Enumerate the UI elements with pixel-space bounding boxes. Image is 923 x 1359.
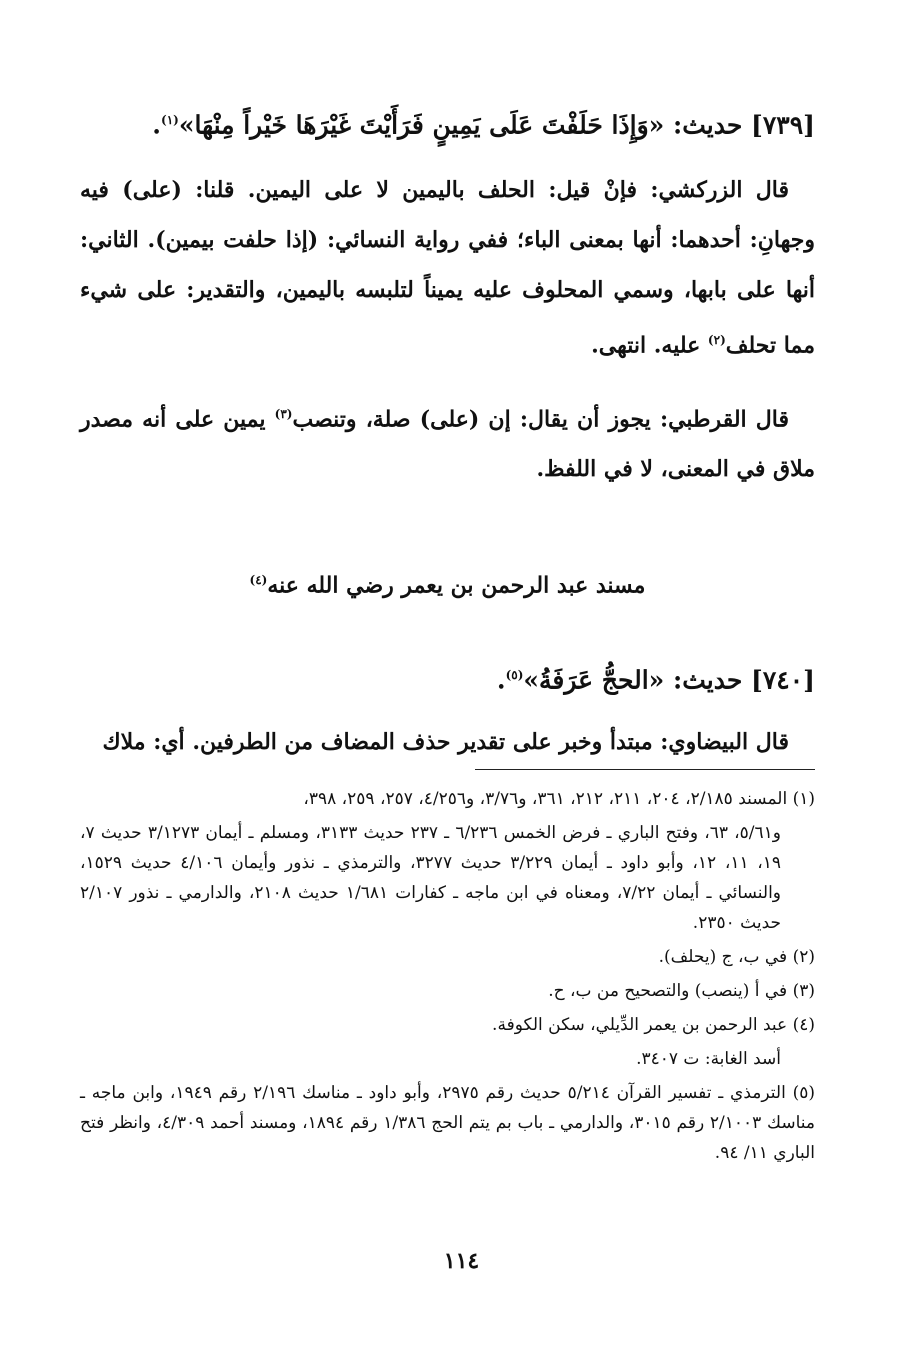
- hadith-739-heading: [80, 98, 815, 147]
- hadith-740-heading: [80, 653, 815, 702]
- paragraph-zarkashi: [80, 165, 815, 370]
- footnote-divider: [475, 769, 815, 770]
- paragraph-baydawi: [80, 717, 815, 767]
- page-number: ١١٤: [443, 1248, 480, 1274]
- paragraph-text: قال البيضاوي: مبتدأ وخبر على تقدير حذف المضاف من الطرفين. أي: ملاك: [102, 728, 789, 755]
- footnote-5: (٥) الترمذي ـ تفسير القرآن ٥/٢١٤ حديث رقم ٢٩٧٥، وأبو داود ـ مناسك ٢/١٩٦ رقم ١٩٤٩، وابن ماجه ـ مناسك ٢/١٠٠٣ رقم ٣٠١٥، والدارمي ـ باب بم يتم الحج ١/٣٨٦ رقم ١٨٩٤، ومسند أحمد ٤/٣٠٩، وانظر فتح الباري ١١/ ٩٤.: [80, 1082, 816, 1163]
- hadith-number: [٧٤٠]: [751, 665, 815, 695]
- hadith-text: «وَإِذَا حَلَفْتَ عَلَى يَمِينٍ فَرَأَيْتَ غَيْرَهَا خَيْراً مِنْهَا»: [178, 110, 665, 140]
- footnote-ref: (٥): [505, 668, 524, 683]
- footnote-ref: (٤): [249, 572, 268, 587]
- hadith-number: [٧٣٩]: [751, 110, 815, 140]
- paragraph-text: قال القرطبي: يجوز أن يقال: إن (على) صلة، وتنصب: [292, 405, 789, 432]
- paragraph-qurtubi: [80, 389, 815, 494]
- paragraph-text-end: يمين على أنه مصدر ملاق في المعنى، لا في اللفظ.: [80, 405, 815, 482]
- footnote-1: (١) المسند ٢/١٨٥، ٢٠٤، ٢١١، ٢١٢، ٣٦١، و٣/٧٦، و٤/٢٥٦، ٢٥٧، ٢٥٩، ٣٩٨،: [303, 788, 815, 809]
- hadith-text: «الحجُّ عَرَفَةُ»: [523, 665, 665, 695]
- hadith-label: حديث:: [672, 110, 743, 140]
- hadith-end: .: [152, 110, 161, 140]
- footnote-ref: (٣): [274, 406, 293, 421]
- section-title-text: مسند عبد الرحمن بن يعمر رضي الله عنه: [267, 572, 646, 599]
- footnote-4: (٤) عبد الرحمن بن يعمر الدِّيلي، سكن الكوفة.: [492, 1014, 815, 1035]
- section-title: [80, 560, 815, 605]
- paragraph-text-end: عليه. انتهى.: [591, 332, 708, 359]
- footnote-1-continued: و٥/٦١، ٦٣، وفتح الباري ـ فرض الخمس ٦/٢٣٦ ـ ٢٣٧ حديث ٣١٣٣، ومسلم ـ أيمان ٣/١٢٧٣ حديث ٧، ١٩، ١١، ١٢، وأبو داود ـ أيمان ٣/٢٢٩ حديث ٣٢٧٧، والترمذي ـ نذور وأيمان ٤/١٠٦ حديث ١٥٢٩، والنسائي ـ أيمان ٧/٢٢، ومعناه في ابن ماجه ـ كفارات ١/٦٨١ حديث ٢١٠٨، والدارمي ـ نذور ٢/١٠٧ حديث ٢٣٥٠.: [80, 822, 782, 933]
- footnote-2: (٢) في ب، ج (يحلف).: [658, 946, 815, 967]
- hadith-end: .: [496, 665, 506, 695]
- footnote-ref: (١): [161, 113, 179, 127]
- paragraph-text: قال الزركشي: فإنْ قيل: الحلف باليمين لا على اليمين. قلنا: (على) فيه وجهانِ: أحدهما: أنها بمعنى الباء؛ ففي رواية النسائي: (إذا حلفت بيمين). الثاني: أنها على بابها، وسمي المحلوف عليه يميناً لتلبسه باليمين، والتقدير: على شيء مما تحلف: [80, 177, 815, 359]
- footnote-3: (٣) في أ (ينصب) والتصحيح من ب، ح.: [548, 980, 815, 1001]
- footnotes: [80, 784, 815, 1168]
- hadith-label: حديث:: [672, 665, 743, 695]
- footnote-4-source: أسد الغابة: ت ٣٤٠٧.: [636, 1048, 781, 1069]
- footnote-ref: (٢): [707, 333, 726, 348]
